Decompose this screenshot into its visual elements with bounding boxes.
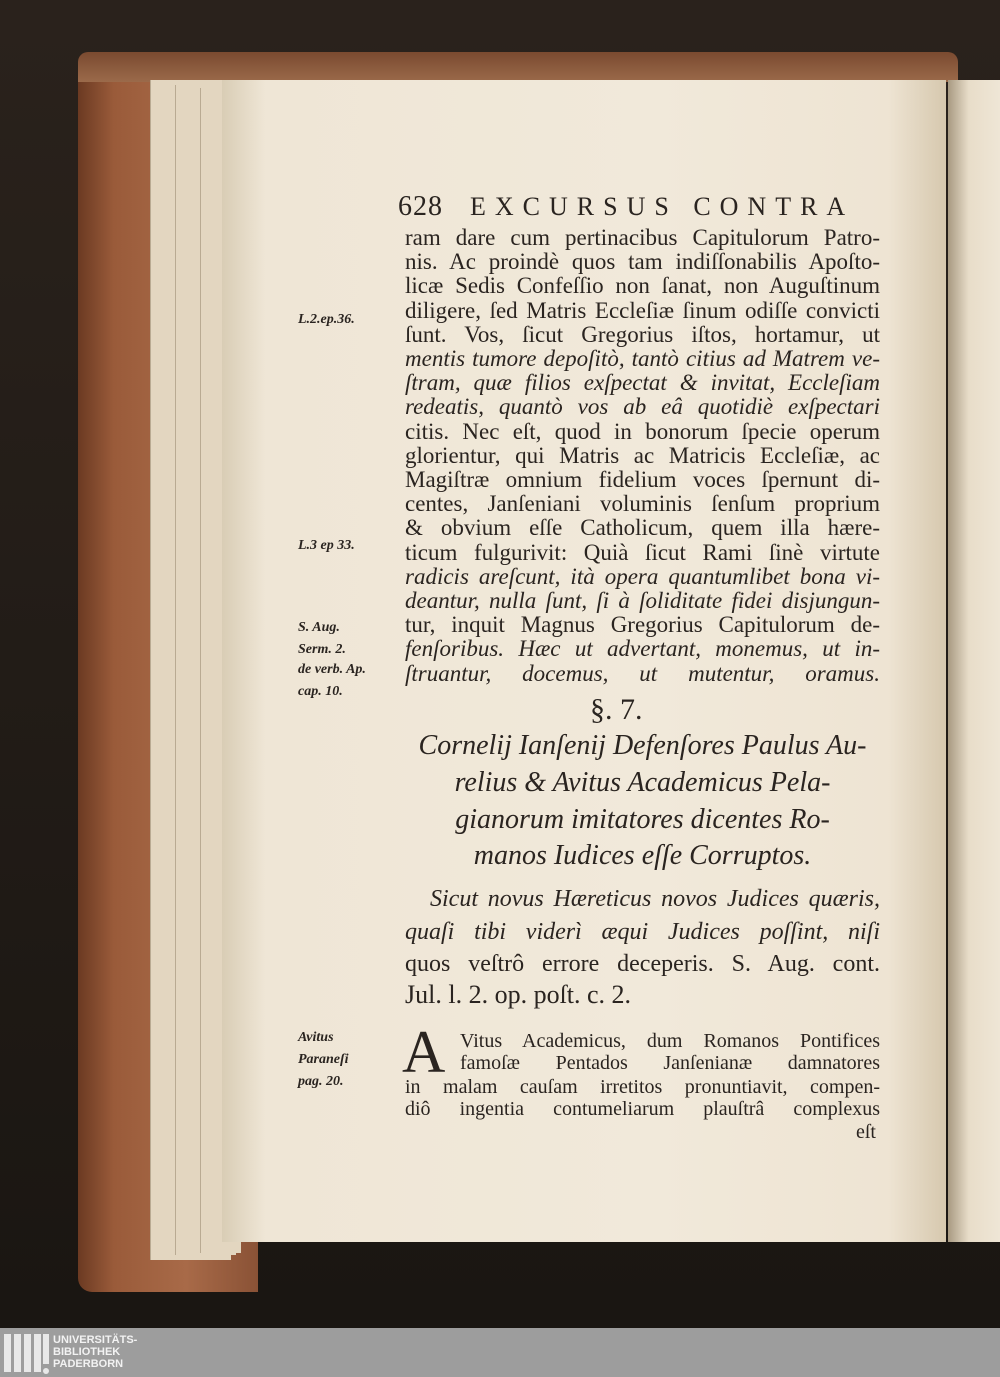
body-text-line: mentis tumore depoſitò, tantò citius ad Matrem ve- [405, 347, 880, 371]
epigraph-line: Sicut novus Hæreticus novos Judices quæris, [430, 886, 880, 912]
body-text-line: ram dare cum pertinacibus Capitulorum Patro- [405, 226, 880, 250]
margin-note: Avitus [298, 1030, 334, 1045]
body-text-line: redeatis, quantò vos ab eâ quotidiè exſpectari [405, 395, 880, 420]
logo-line: UNIVERSITÄTS- [53, 1334, 138, 1346]
margin-note: L.2.ep.36. [298, 312, 355, 327]
body-text-line: diligere, ſed Matris Eccleſiæ ſinum odiſſe convicti [405, 298, 880, 323]
library-logo-text [53, 1334, 137, 1370]
section-title-line: relius & Avitus Academicus Pela- [454, 767, 831, 798]
library-footer [0, 1328, 1000, 1377]
section-number: §. 7. [590, 693, 643, 726]
logo-line: PADERBORN [53, 1358, 124, 1370]
margin-note: L.3 ep 33. [298, 538, 355, 553]
margin-note: Serm. 2. [298, 642, 346, 657]
section-title-line: Cornelij Ianſenij Defenſores Paulus Au- [418, 730, 867, 761]
body-text-line: ſunt. Vos, ſicut Gregorius iſtos, hortamur, ut [405, 322, 880, 347]
margin-note: cap. 10. [298, 684, 343, 699]
binding-top [78, 52, 958, 82]
body-text-line: tur, inquit Magnus Gregorius Capitulorum de- [405, 613, 880, 638]
body-text-line: Magiſtræ omnium fidelium voces ſpernunt di- [405, 468, 880, 492]
body-text-line: ticum fulgurivit: Quià ſicut Rami ſinè virtute [405, 540, 880, 565]
drop-cap: A [402, 1019, 446, 1085]
body-text-line: centes, Janſeniani voluminis ſenſum proprium [405, 492, 880, 517]
body-text-line: fenſoribus. Hæc ut advertant, monemus, ut in- [405, 637, 880, 662]
body-text-line: deantur, nulla ſunt, ſi à ſoliditate fidei disjungun- [405, 589, 880, 613]
body-text-line: licæ Sedis Confeſſio non ſanat, non Auguſtinum [405, 274, 880, 299]
paragraph-line: famoſæ Pentados Janſenianæ damnatores [460, 1052, 880, 1074]
section-title-line: manos Iudices eſſe Corruptos. [473, 840, 812, 871]
body-text-line: nis. Ac proindè quos tam indiſſonabilis Apoſto- [405, 250, 880, 275]
facing-page [948, 80, 1000, 1242]
body-text-line: glorientur, qui Matris ac Matricis Eccleſiæ, ac [405, 443, 880, 468]
body-text-line: ſtruantur, docemus, ut mutentur, oramus. [405, 661, 880, 686]
paragraph-line: in malam cauſam irretitos pronuntiavit, compen- [405, 1076, 880, 1098]
catchword: eſt [856, 1121, 876, 1143]
body-text-line: radicis areſcunt, ità opera quantumlibet bona vi- [405, 564, 880, 589]
body-text-line: ſtram, quæ filios exſpectat & invitat, Eccleſiam [405, 371, 880, 396]
epigraph-line: quos veſtrô errore deceperis. S. Aug. cont. [405, 951, 880, 977]
margin-note: pag. 20. [298, 1074, 344, 1089]
epigraph-line: Jul. l. 2. op. poſt. c. 2. [405, 980, 632, 1009]
running-title: EXCURSUS CONTRA [470, 192, 855, 221]
page-number: 628 [398, 191, 443, 222]
margin-note: de verb. Ap. [298, 662, 366, 677]
logo-line: BIBLIOTHEK [53, 1346, 121, 1358]
paragraph-line: Vitus Academicus, dum Romanos Pontifices [460, 1030, 880, 1052]
paragraph-line: diô ingentia contumeliarum plauſtrâ complexus [405, 1098, 880, 1120]
margin-note: S. Aug. [298, 620, 340, 635]
body-text-line: citis. Nec eſt, quod in bonorum ſpecie operum [405, 419, 880, 444]
epigraph-line: quaſi tibi viderì æqui Judices poſſint, niſi [405, 919, 880, 945]
section-title-line: gianorum imitatores dicentes Ro- [455, 804, 830, 835]
body-text-line: & obvium eſſe Catholicum, quem illa hære- [405, 516, 880, 541]
margin-note: Paraneſi [298, 1052, 349, 1067]
